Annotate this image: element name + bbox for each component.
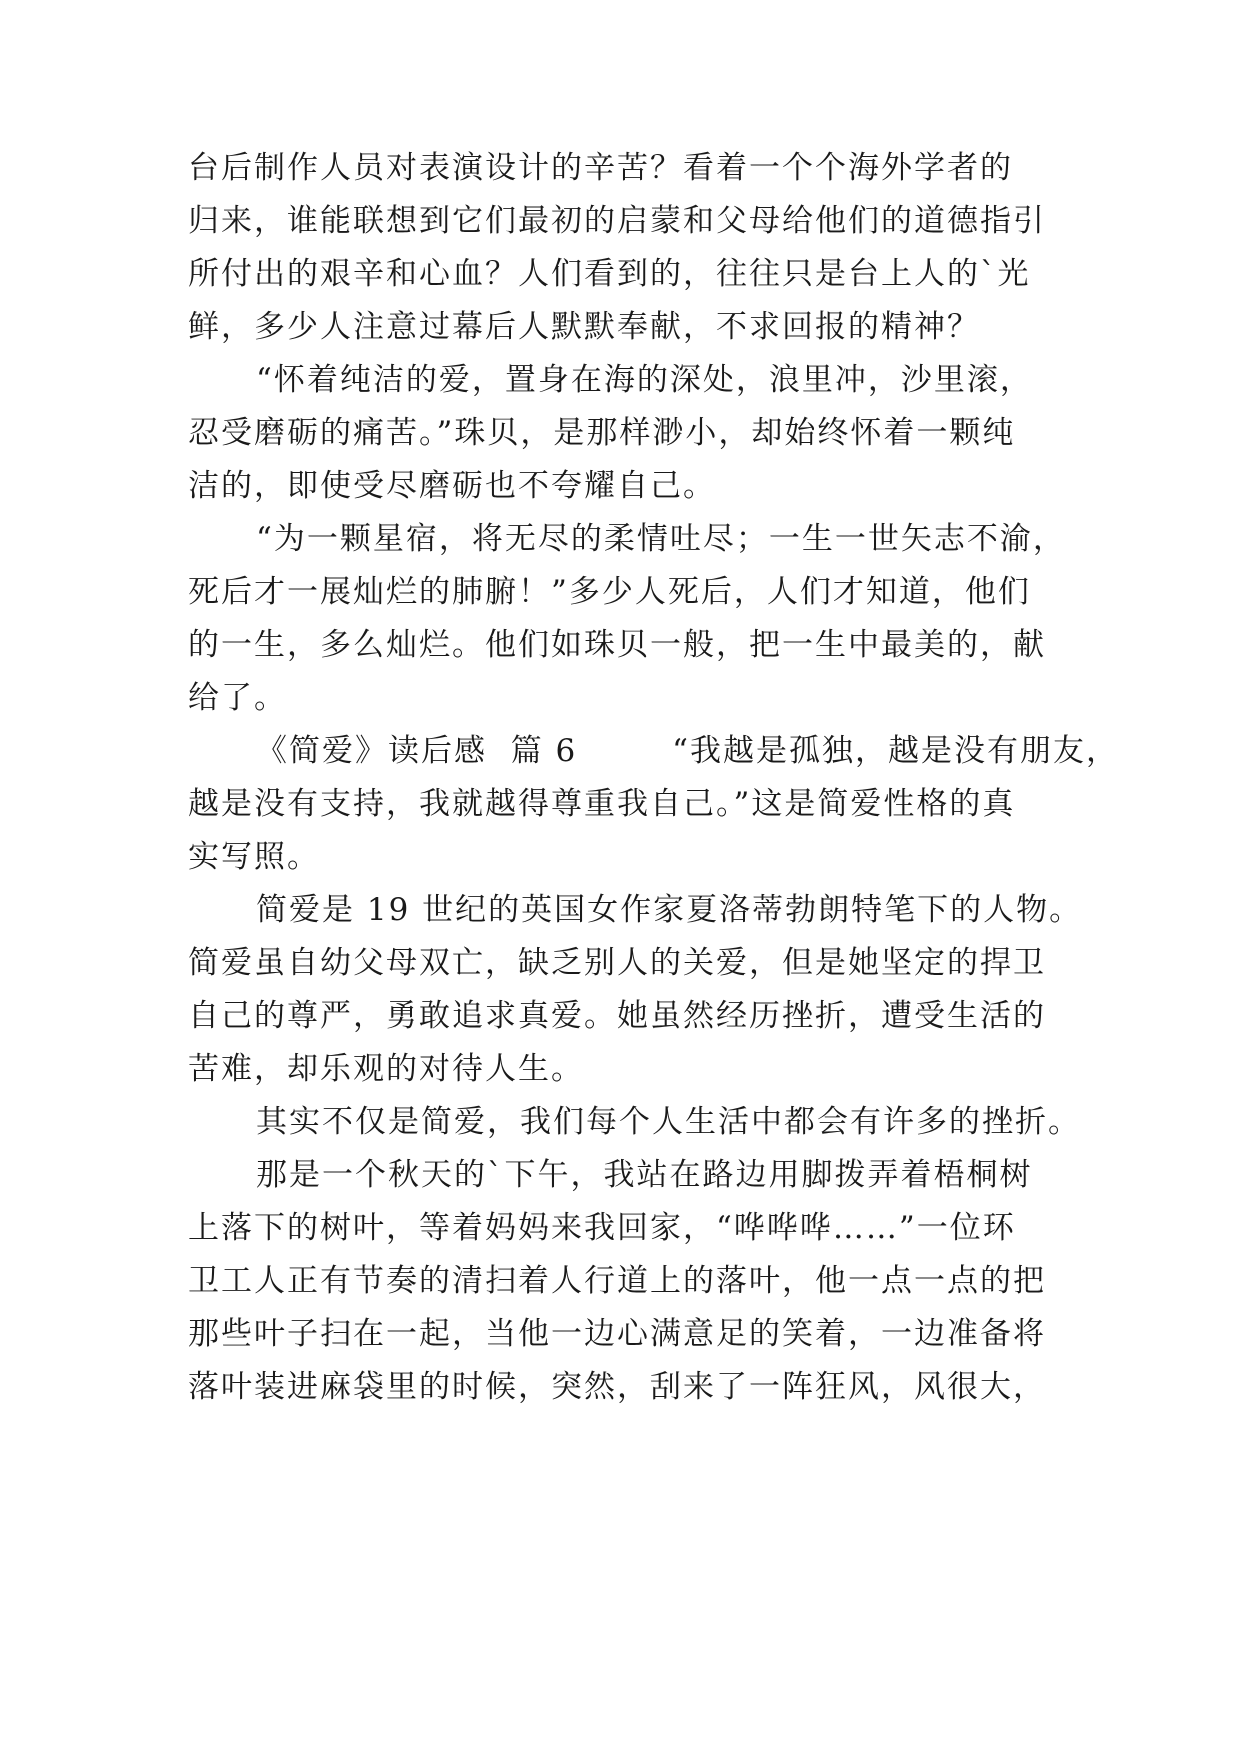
text-line: 简爱虽自幼父母双亡，缺乏别人的关爱，但是她坚定的捍卫 — [188, 945, 1046, 981]
text-line: 那些叶子扫在一起，当他一边心满意足的笑着，一边准备将 — [188, 1316, 1046, 1352]
text-line: “为一颗星宿，将无尽的柔情吐尽；一生一世矢志不渝， — [256, 521, 1066, 557]
text-line: 自己的尊严，勇敢追求真爱。她虽然经历挫折，遭受生活的 — [188, 998, 1046, 1034]
text-line: 卫工人正有节奏的清扫着人行道上的落叶，他一点一点的把 — [188, 1263, 1046, 1299]
text-line: 上落下的树叶，等着妈妈来我回家，“哗哗哗……”一位环 — [188, 1210, 1016, 1246]
text-line: 苦难，却乐观的对待人生。 — [188, 1051, 584, 1087]
text-line: “怀着纯洁的爱，置身在海的深处，浪里冲，沙里滚， — [256, 362, 1033, 398]
text-line: 死后才一展灿烂的肺腑！”多少人死后，人们才知道，他们 — [188, 574, 1031, 610]
text-line: 实写照。 — [188, 839, 320, 875]
text-line: 洁的，即使受尽磨砺也不夸耀自己。 — [188, 468, 716, 504]
text-line: 越是没有支持，我就越得尊重我自己。”这是简爱性格的真 — [188, 786, 1016, 822]
section-heading-line: 《简爱》读后感 篇 6 “我越是孤独，越是没有朋友， — [256, 733, 1119, 769]
text-line: 鲜，多少人注意过幕后人默默奉献，不求回报的精神？ — [188, 309, 980, 345]
text-line: 的一生，多么灿烂。他们如珠贝一般，把一生中最美的，献 — [188, 627, 1046, 663]
text-line: 落叶装进麻袋里的时候，突然，刮来了一阵狂风，风很大， — [188, 1369, 1046, 1405]
text-line: 简爱是 19 世纪的英国女作家夏洛蒂勃朗特笔下的人物。 — [256, 892, 1083, 928]
text-line: 忍受磨砺的痛苦。”珠贝，是那样渺小，却始终怀着一颗纯 — [188, 415, 1016, 451]
text-line: 所付出的艰辛和心血？人们看到的，往往只是台上人的`光 — [188, 256, 1031, 292]
text-line: 其实不仅是简爱，我们每个人生活中都会有许多的挫折。 — [256, 1104, 1081, 1140]
text-line: 给了。 — [188, 680, 287, 716]
text-line: 归来，谁能联想到它们最初的启蒙和父母给他们的道德指引 — [188, 203, 1046, 239]
text-line: 那是一个秋天的`下午，我站在路边用脚拨弄着梧桐树 — [256, 1157, 1033, 1193]
text-line: 台后制作人员对表演设计的辛苦？看着一个个海外学者的 — [188, 150, 1013, 186]
